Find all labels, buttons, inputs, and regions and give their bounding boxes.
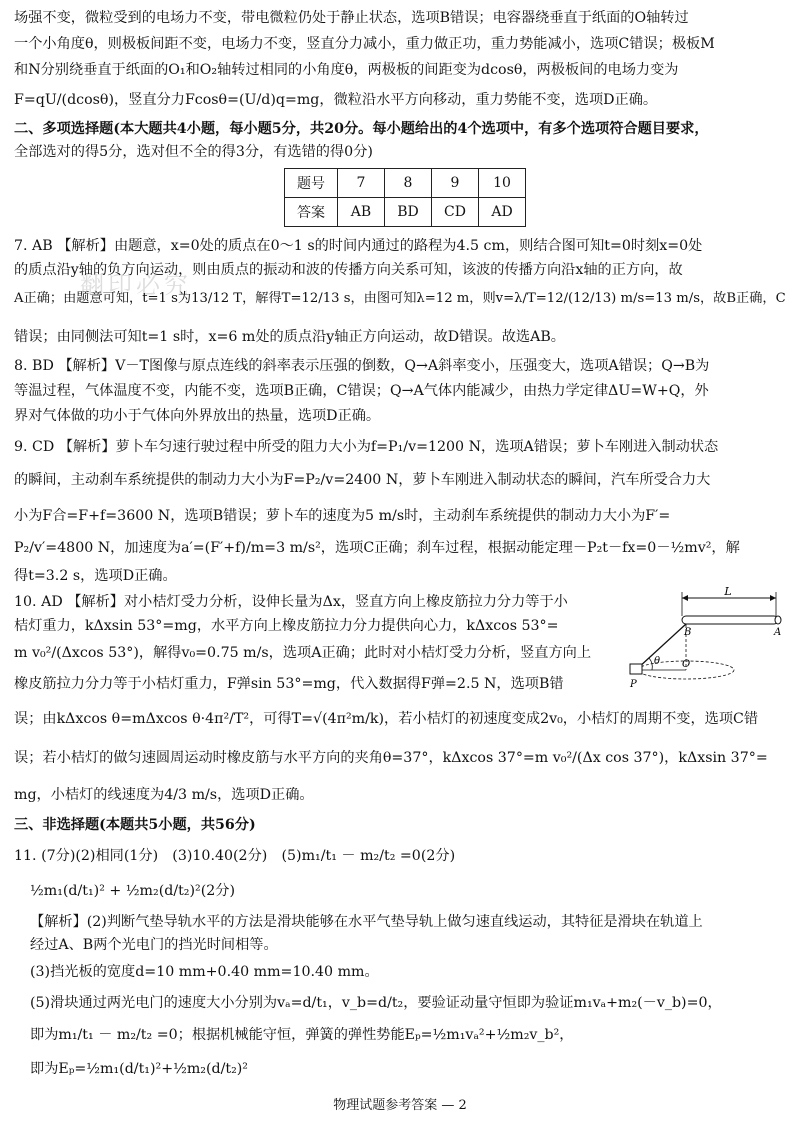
label-theta: θ: [654, 656, 661, 667]
question-11-line: (5)滑块通过两光电门的速度大小分别为vₐ=d/t₁，v_b=d/t₂，要验证动量守恒即为验证m₁vₐ+m₂(－v_b)=0，: [30, 995, 722, 1011]
label-P: P: [630, 679, 637, 690]
question-9-line: 小为F合=F+f=3600 N，选项B错误；萝卜车的速度为5 m/s时，主动刹车系统提供的制动力大小为F′=: [14, 508, 671, 524]
watermark: 翻印必究: [80, 271, 192, 299]
question-10-line: 误；若小桔灯的做匀速圆周运动时橡皮筋与水平方向的夹角θ=37°，kΔxcos 37°=m v₀²/(Δx cos 37°)，kΔxsin 37°=: [14, 750, 768, 766]
arrow-head: [770, 595, 776, 601]
horizontal-rod: [682, 616, 778, 624]
text-line: 全部选对的得5分，选对但不全的得3分，有选错的得0分): [14, 144, 373, 160]
question-7-line: 7. AB 【解析】由题意，x=0处的质点在0～1 s的时间内通过的路程为4.5 cm，则结合图可知t=0时刻x=0处: [14, 238, 703, 254]
table-cell: BD: [385, 198, 432, 227]
arrow-head: [682, 595, 688, 601]
table-cell: AB: [338, 198, 385, 227]
table-cell: 7: [338, 169, 385, 198]
table-cell: CD: [432, 198, 479, 227]
table-row: [285, 169, 526, 198]
question-9-line: 9. CD 【解析】萝卜车匀速行驶过程中所受的阻力大小为f=P₁/v=1200 N，选项A错误；萝卜车刚进入制动状态: [14, 439, 719, 455]
question-7-line: 的质点沿y轴的负方向运动，则由质点的振动和波的传播方向关系可知，该波的传播方向沿x轴的正方向，故: [14, 262, 683, 278]
table-header-cell: 答案: [285, 198, 338, 227]
question-10-line: mg，小桔灯的线速度为4/3 m/s，选项D正确。: [14, 787, 314, 803]
table-row: [285, 198, 526, 227]
question-10-line: 10. AD 【解析】对小桔灯受力分析，设伸长量为Δx，竖直方向上橡皮筋拉力分力等于小: [14, 594, 568, 610]
question-11-line: 即为m₁/t₁ － m₂/t₂ =0；根据机械能守恒，弹簧的弹性势能Eₚ=½m₁vₐ²+½m₂v_b²，: [30, 1027, 574, 1043]
page-footer: 物理试题参考答案 — 2: [333, 1098, 467, 1113]
section-heading: 二、多项选择题(本大题共4小题，每小题5分，共20分。每小题给出的4个选项中，有多个选项符合题目要求，: [14, 121, 709, 137]
question-11-line: 【解析】(2)判断气垫导轨水平的方法是滑块能够在水平气垫导轨上做匀速直线运动，其特征是滑块在轨道上: [30, 914, 703, 930]
text-line: 场强不变，微粒受到的电场力不变，带电微粒仍处于静止状态，选项B错误；电容器绕垂直于纸面的O轴转过: [14, 10, 689, 26]
rod-end: [775, 616, 781, 624]
section-heading: 三、非选择题(本题共5小题，共56分): [14, 817, 256, 833]
question-8-line: 等温过程，气体温度不变，内能不变，选项B正确，C错误；Q→A气体内能减少，由热力学定律ΔU=W+Q，外: [14, 383, 709, 399]
question-11-line: 11. (7分)(2)相同(1分) (3)10.40(2分) (5)m₁/t₁ － m₂/t₂ =0(2分): [14, 848, 456, 864]
label-A: A: [774, 627, 782, 638]
question-11-line: ½m₁(d/t₁)² + ½m₂(d/t₂)²(2分): [30, 883, 235, 899]
label-L: L: [724, 586, 732, 598]
question-7-line: A正确；由题意可知，t=1 s为13/12 T，解得T=12/13 s，由图可知λ=12 m，则v=λ/T=12/(12/13) m/s=13 m/s，故B正确，C: [14, 291, 786, 306]
question-9-line: 的瞬间，主动刹车系统提供的制动力大小为F=P₂/v=2400 N，萝卜车刚进入制动状态的瞬间，汽车所受合力大: [14, 472, 711, 488]
table-cell: 9: [432, 169, 479, 198]
table-cell: 8: [385, 169, 432, 198]
question-10-line: 误；由kΔxcos θ=mΔxcos θ·4π²/T²，可得T=√(4π²m/k)，若小桔灯的初速度变成2v₀，小桔灯的周期不变，选项C错: [14, 711, 759, 727]
question-8-line: 界对气体做的功小于气体向外界放出的热量，选项D正确。: [14, 408, 381, 424]
question-10-line: 橡皮筋拉力分力等于小桔灯重力，F弹sin 53°=mg，代入数据得F弹=2.5 N，选项B错: [14, 676, 564, 692]
question-11-line: 经过A、B两个光电门的挡光时间相等。: [30, 937, 278, 953]
table-header-cell: 题号: [285, 169, 338, 198]
question-7-line: 错误；由同侧法可知t=1 s时，x=6 m处的质点沿y轴正方向运动，故D错误。故选AB。: [14, 329, 565, 345]
label-B: B: [684, 627, 692, 638]
question-11-line: 即为Eₚ=½m₁(d/t₁)²+½m₂(d/t₂)²: [30, 1061, 248, 1077]
rotating-lamp-diagram: [624, 586, 790, 696]
angle-arc: [649, 658, 652, 670]
text-line: 和N分别绕垂直于纸面的O₁和O₂轴转过相同的小角度θ，两极板的间距变为dcosθ，两极板间的电场力变为: [14, 62, 679, 78]
table-cell: 10: [479, 169, 526, 198]
text-line: 一个小角度θ，则极板间距不变，电场力不变，竖直分力减小，重力做正功，重力势能减小，选项C错误；极板M: [14, 36, 715, 52]
text-line: F=qU/(dcosθ)，竖直分力Fcosθ=(U/d)q=mg，微粒沿水平方向移动，重力势能不变，选项D正确。: [14, 92, 658, 108]
question-10-line: m v₀²/(Δxcos 53°)，解得v₀=0.75 m/s，选项A正确；此时对小桔灯受力分析，竖直方向上: [14, 645, 592, 661]
table-cell: AD: [479, 198, 526, 227]
question-9-line: 得t=3.2 s，选项D正确。: [14, 568, 177, 584]
question-8-line: 8. BD 【解析】V－T图像与原点连线的斜率表示压强的倒数，Q→A斜率变小，压强变大，选项A错误；Q→B为: [14, 358, 710, 374]
question-11-line: (3)挡光板的宽度d=10 mm+0.40 mm=10.40 mm。: [30, 964, 379, 980]
label-O: O: [682, 659, 691, 670]
answer-table: [284, 168, 526, 227]
question-9-line: P₂/v′=4800 N，加速度为a′=(F′+f)/m=3 m/s²，选项C正确；刹车过程，根据动能定理－P₂t－fx=0－½mv²，解: [14, 540, 740, 556]
lamp: [630, 664, 642, 674]
question-10-line: 桔灯重力，kΔxsin 53°=mg，水平方向上橡皮筋拉力分力提供向心力，kΔxcos 53°=: [14, 618, 559, 634]
